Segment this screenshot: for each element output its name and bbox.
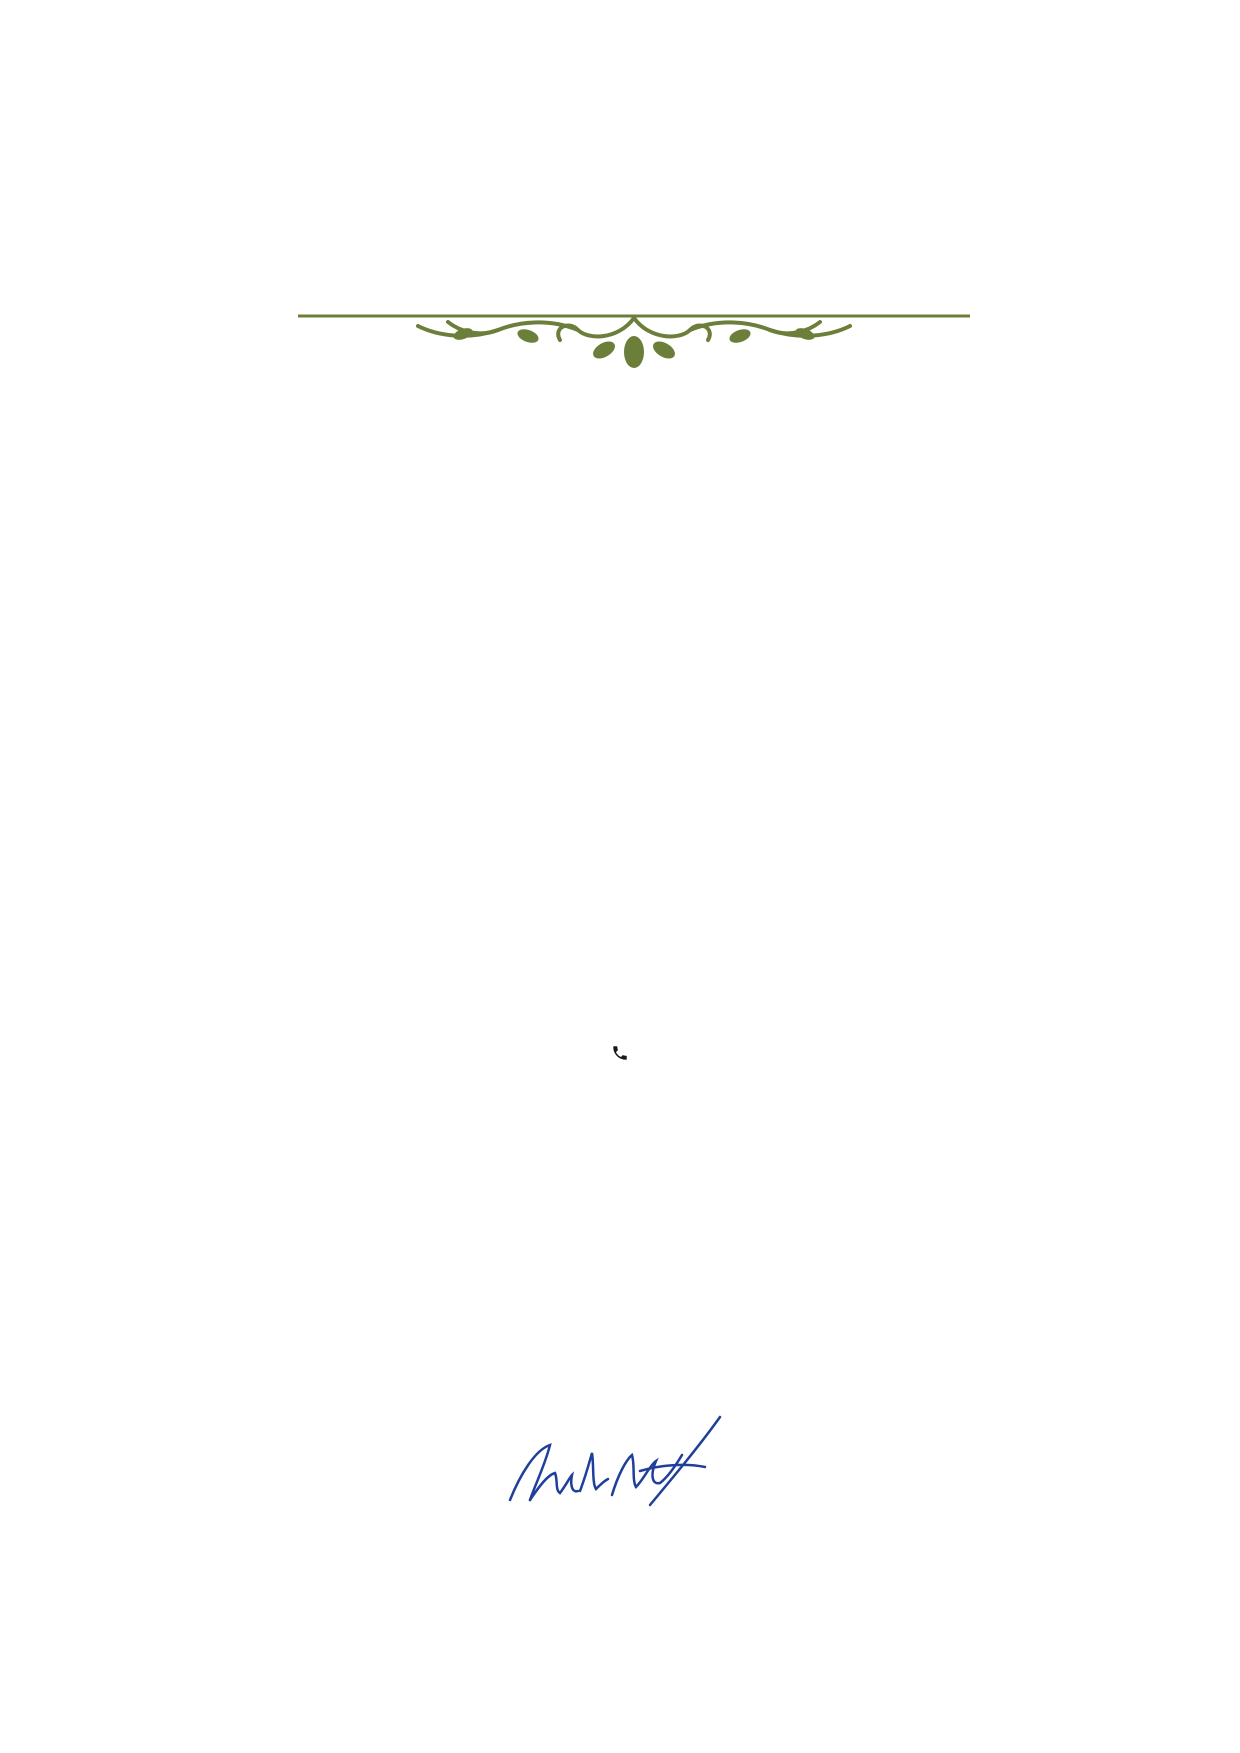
phone-icon: [611, 1044, 629, 1062]
signature: [500, 1405, 730, 1515]
registration-line-3: [0, 1036, 1240, 1070]
registration-text: [0, 1036, 1240, 1070]
ornamental-divider: [298, 300, 970, 380]
